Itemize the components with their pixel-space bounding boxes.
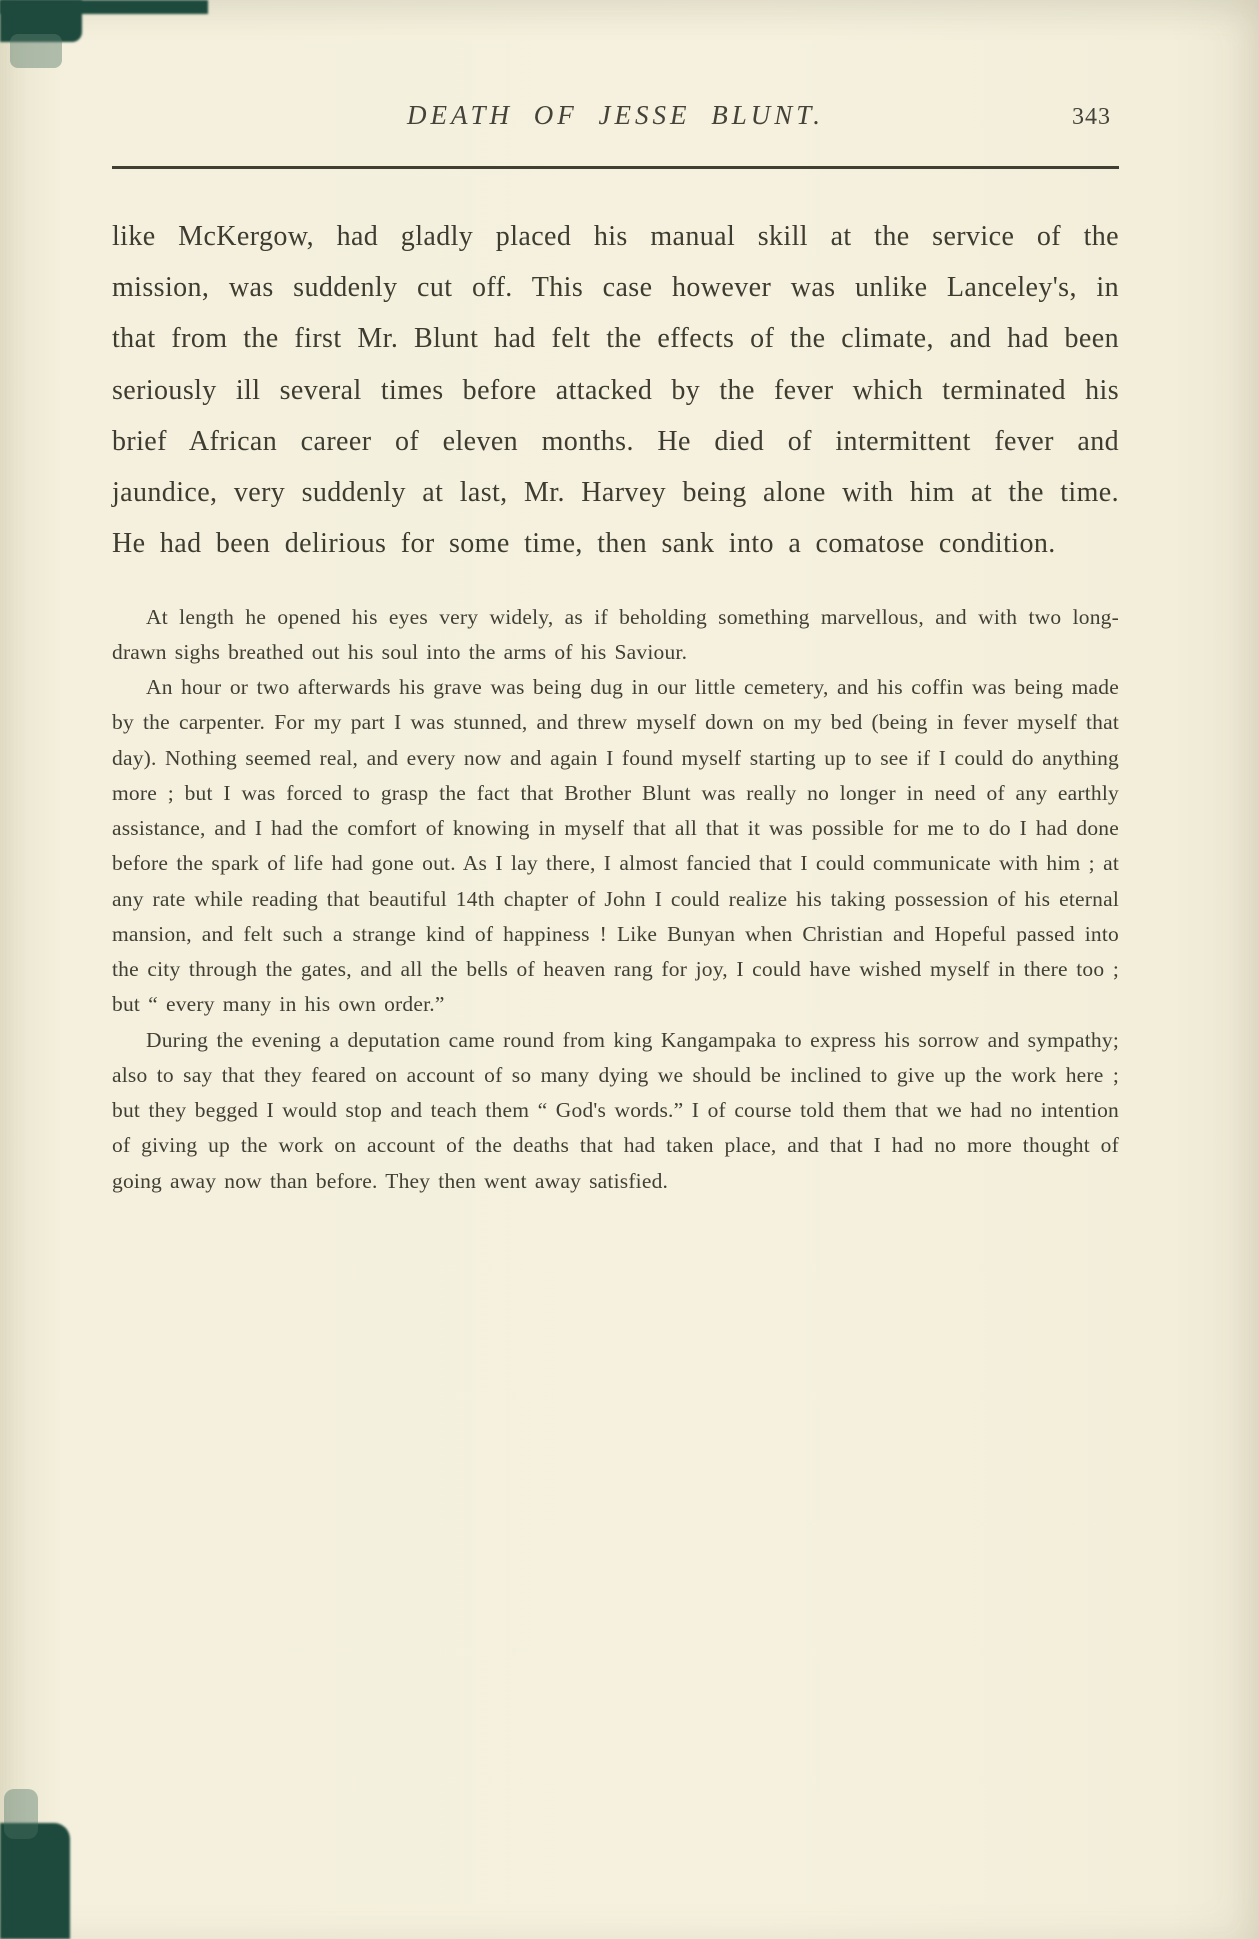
page-header <box>0 0 1259 148</box>
page-number: 343 <box>1072 104 1111 130</box>
body-paragraph: like McKergow, had gladly placed his manual skill at the service of the mission, was suddenly cut off. This case however was unlike Lanceley's, in that from the first Mr. Blunt had felt the effects of the climate, and had been seriously ill several times before attacked by the fever which terminated his brief African career of eleven months. He died of intermittent fever and jaundice, very suddenly at last, Mr. Harvey being alone with him at the time. He had been delirious for some time, then sank into a comatose condition. <box>112 221 1119 560</box>
running-title: DEATH OF JESSE BLUNT. <box>407 100 824 130</box>
body-paragraph: During the evening a deputation came round from king Kangampaka to express his sorrow and sympathy; also to say that they feared on account of so many dying we should be inclined to give up the work here ; but they begged I would stop and teach them “ God's words.” I of course told them that we had no intention of giving up the work on account of the deaths that had taken place, and that I had no more thought of going away now than before. They then went away satisfied. <box>112 1027 1119 1193</box>
body-paragraph: An hour or two afterwards his grave was being dug in our little cemetery, and his coffin was being made by the carpenter. For my part I was stunned, and threw myself down on my bed (being in fever myself that day). Nothing seemed real, and every now and again I found myself starting up to see if I could do anything more ; but I was forced to grasp the fact that Brother Blunt was really no longer in need of any earthly assistance, and I had the comfort of knowing in myself that all that it was possible for me to do I had done before the spark of life had gone out. As I lay there, I almost fancied that I could communicate with him ; at any rate while reading that beautiful 14th chapter of John I could realize his taking possession of his eternal mansion, and felt such a strange kind of happiness ! Like Bunyan when Christian and Hopeful passed into the city through the gates, and all the bells of heaven rang for joy, I could have wished myself in there too ; but “ every many in his own order.” <box>112 675 1119 1017</box>
page-body <box>0 211 1259 1199</box>
scan-smudge-bottom-left <box>4 1789 38 1839</box>
scan-artifact-bottom-left <box>0 1823 70 1939</box>
header-divider <box>112 166 1119 169</box>
body-paragraph: At length he opened his eyes very widely, as if beholding something marvellous, and with two long-drawn sighs breathed out his soul into the arms of his Saviour. <box>112 604 1119 664</box>
